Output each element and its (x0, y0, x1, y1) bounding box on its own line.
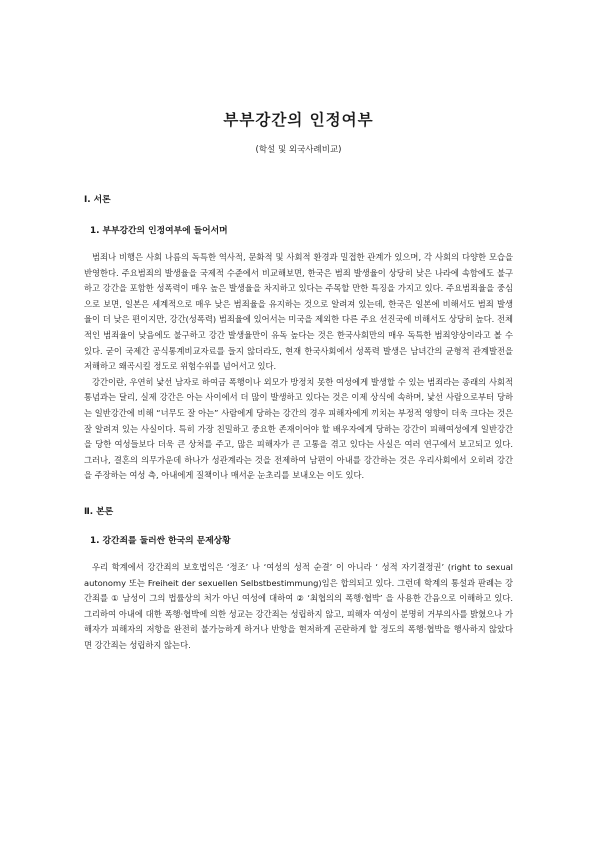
subsection-heading-marital-rape: 1. 부부강간의 인정여부에 들어서며 (90, 226, 228, 236)
body-paragraph: 범죄나 비행은 사회 나름의 독특한 역사적, 문화적 및 사회적 환경과 밀접한 관계가 있으며, 각 사회의 다양한 모습을 반영한다. 주요범죄의 발생율을 국제적 수준에서 비교해보면, 한국은 범죄 발생율이 상당히 낮은 나라에 속함에도 불구하고 강간을 포함한 성폭력이 매우 높은 발생율을 차지하고 있다는 주목할 만한 특징을 가지고 있다. 주요범죄율을 중심으로 보면, 일본은 세계적으로 매우 낮은 범죄율을 유지하는 것으로 알려져 있는데, 한국은 일본에 비해서도 범죄 발생율이 더 낮은 편이지만, 강간(성폭력) 범죄율에 있어서는 미국을 제외한 다른 주요 선진국에 비해서도 상당히 높다. 전체적인 범죄율이 낮음에도 불구하고 강간 발생율만이 유독 높다는 것은 한국사회만의 매우 독특한 범죄양상이라고 볼 수 있다. 굳이 국제간 공식통계비교자료를 들지 않더라도, 현재 한국사회에서 성폭력 발생은 남녀간의 균형적 관계발전을 저해하고 왜곡시킬 정도로 위험수위를 넘어서고 있다. (84, 252, 513, 372)
section-heading-introduction: Ⅰ. 서론 (84, 195, 111, 205)
section-heading-main-body: Ⅱ. 본론 (84, 506, 114, 517)
subsection-heading-korean-situation: 1. 강간죄를 둘러싼 한국의 문제상황 (90, 535, 231, 546)
body-paragraph: 우리 학계에서 강간죄의 보호법익은 ‘정조’ 나 ‘여성의 성적 순결’ 이 아니라 ‘ 성적 자기결정권’ (right to sexual autonomy 또는 Freiheit der sexuellen Selbstbestimmung)임은 합의되고 있다. 그런데 학계의 통설과 판례는 강간죄를 ① 남성이 그의 법률상의 처가 아닌 여성에 대하여 ② ‘최협의의 폭행·협박’ 을 사용한 간음으로 이해하고 있다. 그리하여 아내에 대한 폭행·협박에 의한 성교는 강간죄는 성립하지 않고, 피해자 여성이 분명히 거부의사를 밝혔으나 가해자가 피해자의 저항을 완전히 불가능하게 하거나 반항을 현저하게 곤란하게 할 정도의 폭행·협박을 행사하지 않았다면 강간죄는 성립하지 않는다. (84, 561, 513, 650)
document-title: 부부강간의 인정여부 (223, 111, 374, 129)
body-paragraph: 강간이란, 우연히 낯선 남자로 하여금 폭행이나 외모가 방정치 못한 여성에게 발생할 수 있는 범죄라는 종래의 사회적 통념과는 달리, 실제 강간은 아는 사이에서 더 많이 발생하고 있다는 것은 이제 상식에 속하며, 낯선 사람으로부터 당하는 일반강간에 비해 “너무도 잘 아는” 사람에게 당하는 강간의 경우 피해자에게 끼치는 부정적 영향이 더욱 크다는 것은 잘 알려져 있는 사실이다. 특히 가장 친밀하고 중요한 존재이어야 할 배우자에게 당하는 강간이 피해여성에게 일반강간을 당한 여성들보다 더욱 큰 상처를 주고, 많은 피해자가 큰 고통을 겪고 있다는 사실은 여러 연구에서 보고되고 있다. 그러나, 결혼의 의무가운데 하나가 성관계라는 것을 전제하여 남편이 아내를 강간하는 것은 우리사회에서 오히려 강간을 주장하는 여성 측, 아내에게 질책이나 매서운 눈초리를 보내오는 이도 있다. (84, 376, 513, 481)
document-subtitle: (학설 및 외국사례비교) (255, 145, 342, 155)
